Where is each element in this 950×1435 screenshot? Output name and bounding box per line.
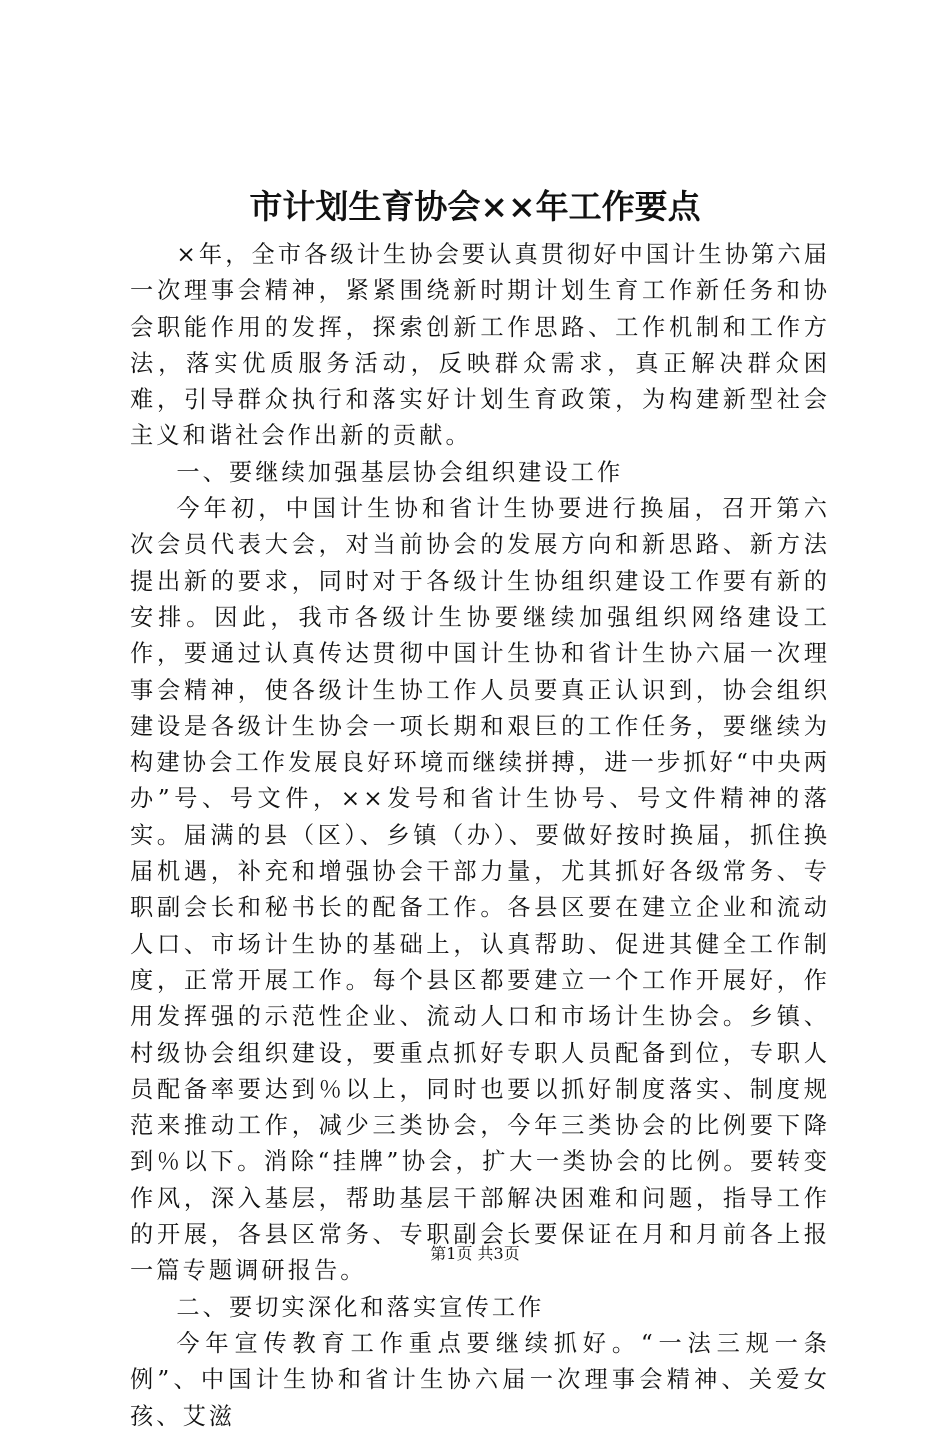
document-title: 市计划生育协会××年工作要点 [249,187,701,226]
section-2-paragraph: 今年宣传教育工作重点要继续抓好。“一法三规一条例”、中国计生协和省计生协六届一次理事会精神、关爱女孩、艾滋 [130,1329,830,1430]
section-1-paragraph: 今年初，中国计生协和省计生协要进行换届，召开第六次会员代表大会，对当前协会的发展方向和新思路、新方法提出新的要求，同时对于各级计生协组织建设工作要有新的安排。因此，我市各级计生协要继续加强组织网络建设工作，要通过认真传达贯彻中国计生协和省计生协六届一次理事会精神，使各级计生协工作人员要真正认识到，协会组织建设是各级计生协会一项长期和艰巨的工作任务，要继续为构建协会工作发展良好环境而继续拼搏，进一步抓好“中央两办”号、号文件，××发号和省计生协号、号文件精神的落实。届满的县（区）、乡镇（办）、要做好按时换届，抓住换届机遇，补充和增强协会干部力量，尤其抓好各级常务、专职副会长和秘书长的配备工作。各县区要在建立企业和流动人口、市场计生协的基础上，认真帮助、促进其健全工作制度，正常开展工作。每个县区都要建立一个工作开展好，作用发挥强的示范性企业、流动人口和市场计生协会。乡镇、村级协会组织建设，要重点抓好专职人员配备到位，专职人员配备率要达到％以上，同时也要以抓好制度落实、制度规范来推动工作，减少三类协会，今年三类协会的比例要下降到％以下。消除“挂牌”协会，扩大一类协会的比例。要转变作风，深入基层，帮助基层干部解决困难和问题，指导工作的开展，各县区常务、专职副会长要保证在月和月前各上报一篇专题调研报告。 [130,495,830,1285]
section-heading-2: 二、要切实深化和落实宣传工作 [176,1293,545,1321]
page-footer: 第1页 共3页 [430,1244,520,1263]
section-heading-1: 一、要继续加强基层协会组织建设工作 [176,458,624,486]
intro-paragraph: ×年，全市各级计生协会要认真贯彻好中国计生协第六届一次理事会精神，紧紧围绕新时期计划生育工作新任务和协会职能作用的发挥，探索创新工作思路、工作机制和工作方法，落实优质服务活动，反映群众需求，真正解决群众困难，引导群众执行和落实好计划生育政策，为构建新型社会主义和谐社会作出新的贡献。 [130,241,830,450]
